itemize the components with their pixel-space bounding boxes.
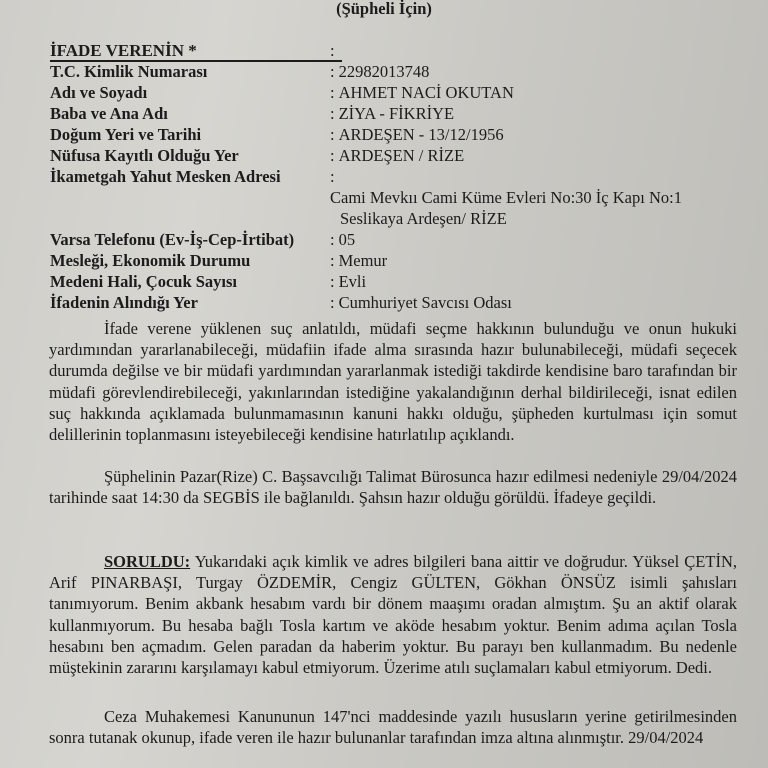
connection-paragraph — [49, 466, 737, 508]
soruldu-label: SORULDU: — [104, 552, 191, 571]
field-colon: : — [330, 251, 335, 270]
field-label: Adı ve Soyadı — [50, 83, 148, 102]
field-value: Cumhuriyet Savcısı Odası — [338, 293, 512, 312]
field-label: Nüfusa Kayıtlı Olduğu Yer — [50, 146, 239, 165]
field-label: İkametgah Yahut Mesken Adresi — [50, 167, 281, 186]
connection-text: Şüphelinin Pazar(Rize) C. Başsavcılığı Talimat Bürosunca hazır edilmesi nedeniyle 29/04/2024 tarihinde saat 14:30 da SEGBİS ile bağlanıldı. Şahsın hazır olduğu görüldü. İfadeye geçildi. — [49, 467, 737, 508]
document-subtitle: (Şüpheli İçin) — [336, 0, 432, 18]
field-phone — [50, 229, 768, 250]
field-value: AHMET NACİ OKUTAN — [338, 83, 514, 102]
field-name — [50, 82, 768, 103]
field-location — [50, 292, 768, 313]
closing-paragraph — [49, 706, 737, 748]
field-value: 22982013748 — [338, 62, 430, 81]
field-label: Doğum Yeri ve Tarihi — [50, 125, 202, 144]
field-colon: : — [330, 83, 335, 102]
statement-text: Yukarıdaki açık kimlik ve adres bilgileri bana aittir ve doğrudur. Yüksel ÇETİN, Arif PINARBAŞI, Turgay ÖZDEMİR, Cengiz GÜLTEN, Gökhan ÖNSÜZ isimli şahısları tanımıyorum. Benim akbank hesabım vardı bir dönem maaşımı oradan almıştım. Şu an aktif olarak kullanmıyorum. Bu hesaba bağlı Tosla kartım ve aköde hesabım yoktur. Benim adıma açılan Tosla hesabını ben açmadım. Gelen paradan da haberim yoktur. Bu parayı ben kullanmadım. Bu nedenle müştekinin zararını karşılamayı kabul etmiyorum. Üzerime atılı suçlamaları kabul etmiyorum. Dedi. — [49, 552, 737, 678]
field-label: T.C. Kimlik Numarası — [50, 62, 208, 81]
header-label: İFADE VERENİN * — [50, 41, 197, 60]
field-label: Mesleği, Ekonomik Durumu — [50, 251, 251, 270]
field-value: ARDEŞEN - 13/12/1956 — [338, 125, 504, 144]
field-address — [50, 166, 768, 229]
field-marital — [50, 271, 768, 292]
field-value: Memur — [338, 251, 388, 270]
field-value: 05 — [338, 230, 356, 249]
field-value: Cami Mevkıı Cami Küme Evleri No:30 İç Kapı No:1 — [330, 188, 682, 207]
statement-paragraph — [49, 551, 737, 678]
field-label: Medeni Hali, Çocuk Sayısı — [50, 272, 238, 291]
field-colon: : — [330, 104, 335, 123]
field-label: İfadenin Alındığı Yer — [50, 293, 198, 312]
field-tc-kimlik — [50, 61, 768, 82]
field-parents — [50, 103, 768, 124]
field-colon: : — [330, 125, 335, 144]
rights-paragraph — [49, 318, 737, 445]
field-value: ARDEŞEN / RİZE — [338, 146, 465, 165]
field-colon: : — [330, 293, 335, 312]
field-label: Varsa Telefonu (Ev-İş-Cep-İrtibat) — [50, 230, 295, 249]
field-colon: : — [330, 146, 335, 165]
field-birth — [50, 124, 768, 145]
header-colon: : — [330, 41, 335, 60]
field-value-line2: Seslikaya Ardeşen/ RİZE — [340, 209, 507, 228]
identity-fields — [50, 40, 768, 313]
field-registry — [50, 145, 768, 166]
field-occupation — [50, 250, 768, 271]
field-value: ZİYA - FİKRİYE — [338, 104, 455, 123]
header-row — [50, 40, 768, 61]
field-colon: : — [330, 230, 335, 249]
field-label: Baba ve Ana Adı — [50, 104, 168, 123]
field-colon: : — [330, 167, 335, 186]
rights-text: İfade verene yüklenen suç anlatıldı, müdafi seçme hakkının bulunduğu ve onun hukuki yardımından yararlanabileceği, müdafiin ifade alma sırasında hazır bulunabileceği, müdafi seçecek durumda değilse ve bir müdafi yardımından yararlanmak istediği takdirde kendisine baro tarafından bir müdafi görevlendirebileceği, yakınlarından istediğine yakalandığının derhal bildirileceği, isnat edilen suç hakkında açıklamada bulunmamasının kanuni hakkı olduğu, şüpheden kurtulması için somut delillerinin toplanmasını isteyebileceği kendisine hatırlatılıp açıklandı. — [49, 319, 737, 445]
field-colon: : — [330, 272, 335, 291]
header-underline — [50, 60, 342, 62]
field-value: Evli — [338, 272, 367, 291]
field-colon: : — [330, 62, 335, 81]
closing-text: Ceza Muhakemesi Kanununun 147'nci maddesinde yazılı hususların yerine getirilmesinden sonra tutanak okunup, ifade veren ile hazır bulunanlar tarafından imza altına alınmıştır. 29/04/2024 — [49, 707, 737, 748]
